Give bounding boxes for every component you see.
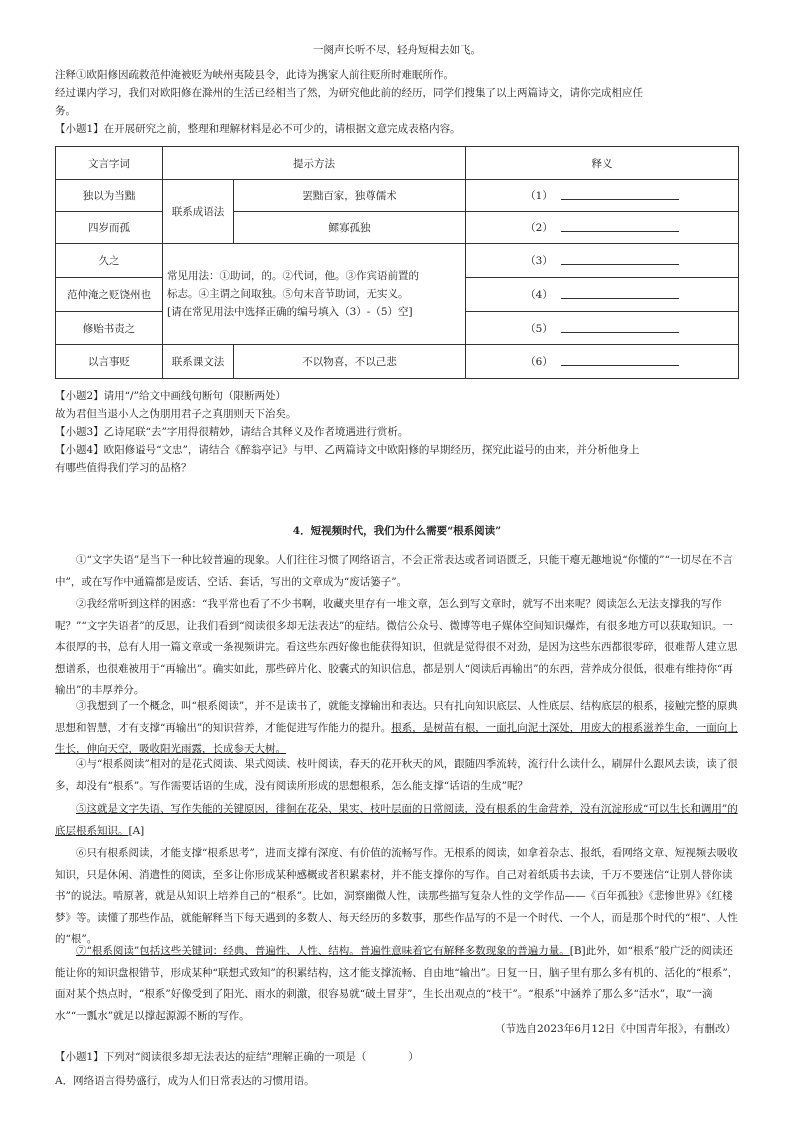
option-a[interactable]: A．网络语言得势盛行，成为人们日常表达的习惯用语。: [55, 1075, 315, 1087]
table-cell-answer: （1）: [466, 180, 739, 212]
question-4-line-1: 【小题4】欧阳修谥号“文忠”，请结合《醉翁亭记》与甲、乙两篇诗文中欧阳修的早期经历，探究此谥号的由来，并分析他身上: [55, 444, 640, 456]
underlined-sentence: 根系，是树苗有根，一面扎向泥土深处，用废大的根系滋养生命，一面向上生长，伸向天空，吸收阳光雨露，长成参天大树。: [55, 721, 738, 755]
answer-blank[interactable]: [561, 287, 679, 299]
paragraph-2: ②我经常听到这样的困惑：“我平常也看了不少书啊，收藏夹里存有一堆文章，怎么到写文章时，就写不出来呢？阅读怎么无法支撑我的写作呢？”“文字失语者”的反思，让我们看到“阅读很多却无法表达”的症结。微信公众号、微博等电子媒体空间知识爆炸，有很多地方可以获取知识。一本很厚的书，总有人用一篇文章或一条视频讲完。看这些东西好像也能获得知识，但就是觉得很不对劲，是因为这些东西都很零碎，很难帮人建立思想谱系，也很难被用于“再输出”。确实如此，那些碎片化、胶囊式的知识信息，都是别人“阅读后再输出”的东西，营养成分很低，很难有维持你“再输出”的丰厚养分。: [55, 598, 738, 696]
table-cell-method: 联系课文法: [163, 345, 234, 379]
question-2: 【小题2】请用“/”给文中画线句断句（限断两处）: [55, 390, 286, 402]
table-cell-word: 修贻书责之: [56, 312, 163, 345]
answer-blank[interactable]: [561, 220, 679, 232]
table-header-word: 文言字词: [56, 147, 163, 180]
underlined-sentence: ⑤这就是文字失语、写作失能的关键原因，徘徊在花朵、果实、枝叶层面的日常阅读，没有根系的生命营养，没有沉淀形成“可以生长和调用”的底层根系知识。: [55, 803, 738, 837]
table-cell-word: 以言事贬: [56, 345, 163, 379]
paragraph-1: ①“文字失语”是当下一种比较普遍的现象。人们往往习惯了网络语言，不会正常表达或者词语匮乏，只能干瘪无趣地说“你懂的”“一切尽在不言中”，或在写作中通篇都是废话、空话、套话，写出的文章成为“废话篓子”。: [55, 554, 733, 588]
sub-question-1: 【小题1】下列对“阅读很多却无法表达的症结”理解正确的一项是（ ）: [55, 1051, 419, 1063]
note-2: 经过课内学习，我们对欧阳修在滁州的生活已经相当了然，为研究他此前的经历，同学们搜集了以上两篇诗文，请你完成相应任: [55, 87, 643, 99]
table-cell-hint: 鳏寡孤独: [234, 212, 466, 244]
vocab-table: [55, 146, 739, 379]
table-cell-answer: （5）: [466, 312, 739, 345]
table-cell-answer: （3）: [466, 244, 739, 278]
paragraph-4: ④与“根系阅读”相对的是花式阅读、果式阅读、枝叶阅读，春天的花开秋天的风，跟随四季流转，流行什么读什么，刷屏什么跟风去读，读了很多，却没有“根系”。写作需要话语的生成，没有阅读所形成的思想根系，怎么能支撑“话语的生成”呢？: [55, 758, 738, 792]
note-3: 务。: [55, 105, 76, 117]
answer-blank[interactable]: [561, 253, 679, 265]
paragraph-5: ⑤这就是文字失语、写作失能的关键原因，徘徊在花朵、果实、枝叶层面的日常阅读，没有根系的生命营养，没有沉淀形成“可以生长和调用”的底层根系知识。[A]: [55, 803, 738, 837]
question-1-intro: 【小题1】在开展研究之前，整理和理解材料是必不可少的，请根据文意完成表格内容。: [55, 123, 461, 135]
table-header-meaning: 释义: [466, 147, 739, 180]
table-cell-word: 四岁而孤: [56, 212, 163, 244]
table-cell-word: 独以为当黜: [56, 180, 163, 212]
poem-last-line: 一阕声长听不尽，轻舟短楫去如飞。: [313, 44, 481, 56]
source-line: （节选自2023年6月12日《中国青年报》，有删改）: [494, 1023, 736, 1035]
paragraph-7: ⑦“根系阅读”包括这些关键词：经典、普遍性、人性、结构。普遍性意味着它有解释多数现象的普遍力量。[B]此外，如“根系”般广泛的阅读还能让你的知识盘根错节，形成某种“联想式致知”的积累结构，这才能支撑流畅、自由地“输出”。日复一日，脑子里有那么多有机的、活化的“根系”，面对某个热点时，“根系”好像受到了阳光、雨水的刺激，很容易就“破土冒芽”，生长出观点的“枝干”。“根系”中涵养了那么多“活水”，取“一滴水”“一瓢水”就足以撑起源源不断的写作。: [55, 945, 739, 1022]
table-cell-usage: 常见用法：①助词，的。②代词，他。③作宾语前置的 标志。④主谓之间取独。⑤句末音节助词，无实义。 [请在常见用法中选择正确的编号填入（3）-（5）空]: [163, 244, 466, 345]
section-4-title: 4．短视频时代，我们为什么需要“根系阅读”: [292, 525, 502, 537]
paragraph-6: ⑥只有根系阅读，才能支撑“根系思考”，进而支撑有深度、有价值的流畅写作。无根系的阅读，如拿着杂志、报纸，看网络文章、短视频去吸收知识，只是休闲、消遣性的阅读，至多让你形成某种感概或者积累素材，并不能支撑你的写作。自己对着纸质书去读，千万不要迷信“让别人替你读书”的说法。啃原著，就是从知识上培养自己的“根系”。比如，洞察幽微人性，读那些描写复杂人性的文学作品——《百年孤独》《悲惨世界》《红楼梦》等。读懂了那些作品，就能解释当下每天遇到的多数人、每天经历的多数事，那些作品写的不是一个时代、一个人，而是那个时代的“根”、人性的“根”。: [55, 847, 738, 945]
paragraph-3: ③我想到了一个概念，叫“根系阅读”，并不是读书了，就能支撑输出和表达。只有扎向知识底层、人性底层、结构底层的根系，接触完整的原典思想和智慧，才有支撑“再输出”的知识营养，才能促进写作能力的提升。根系，是树苗有根，一面扎向泥土深处，用废大的根系滋养生命，一面向上生长，伸向天空，吸收阳光雨露，长成参天大树。: [55, 700, 738, 755]
table-cell-word: 范仲淹之贬饶州也: [56, 278, 163, 312]
question-3: 【小题3】乙诗尾联“去”字用得很精妙，请结合其释义及作者境遇进行赏析。: [55, 426, 409, 438]
table-cell-answer: （6）: [466, 345, 739, 379]
question-4-line-2: 有哪些值得我们学习的品格？: [55, 462, 192, 474]
table-cell-hint: 罢黜百家，独尊儒术: [234, 180, 466, 212]
question-2-sentence: 故为君但当退小人之伪朋用君子之真朋则天下治矣。: [55, 408, 297, 420]
answer-blank[interactable]: [561, 354, 679, 366]
underlined-sentence: ⑦“根系阅读”包括这些关键词：经典、普遍性、人性、结构。普遍性意味着它有解释多数现象的普遍力量。: [76, 945, 570, 957]
table-cell-answer: （4）: [466, 278, 739, 312]
note-1: 注释①欧阳修因疏救范仲淹被贬为峡州夷陵县令，此诗为携家人前往贬所时难眠所作。: [55, 69, 454, 81]
answer-blank[interactable]: [561, 188, 679, 200]
table-header-method: 提示方法: [163, 147, 466, 180]
answer-blank[interactable]: [561, 321, 679, 333]
table-cell-hint: 不以物喜，不以己悲: [234, 345, 466, 379]
table-cell-answer: （2）: [466, 212, 739, 244]
table-cell-word: 久之: [56, 244, 163, 278]
table-cell-method: 联系成语法: [163, 180, 234, 244]
